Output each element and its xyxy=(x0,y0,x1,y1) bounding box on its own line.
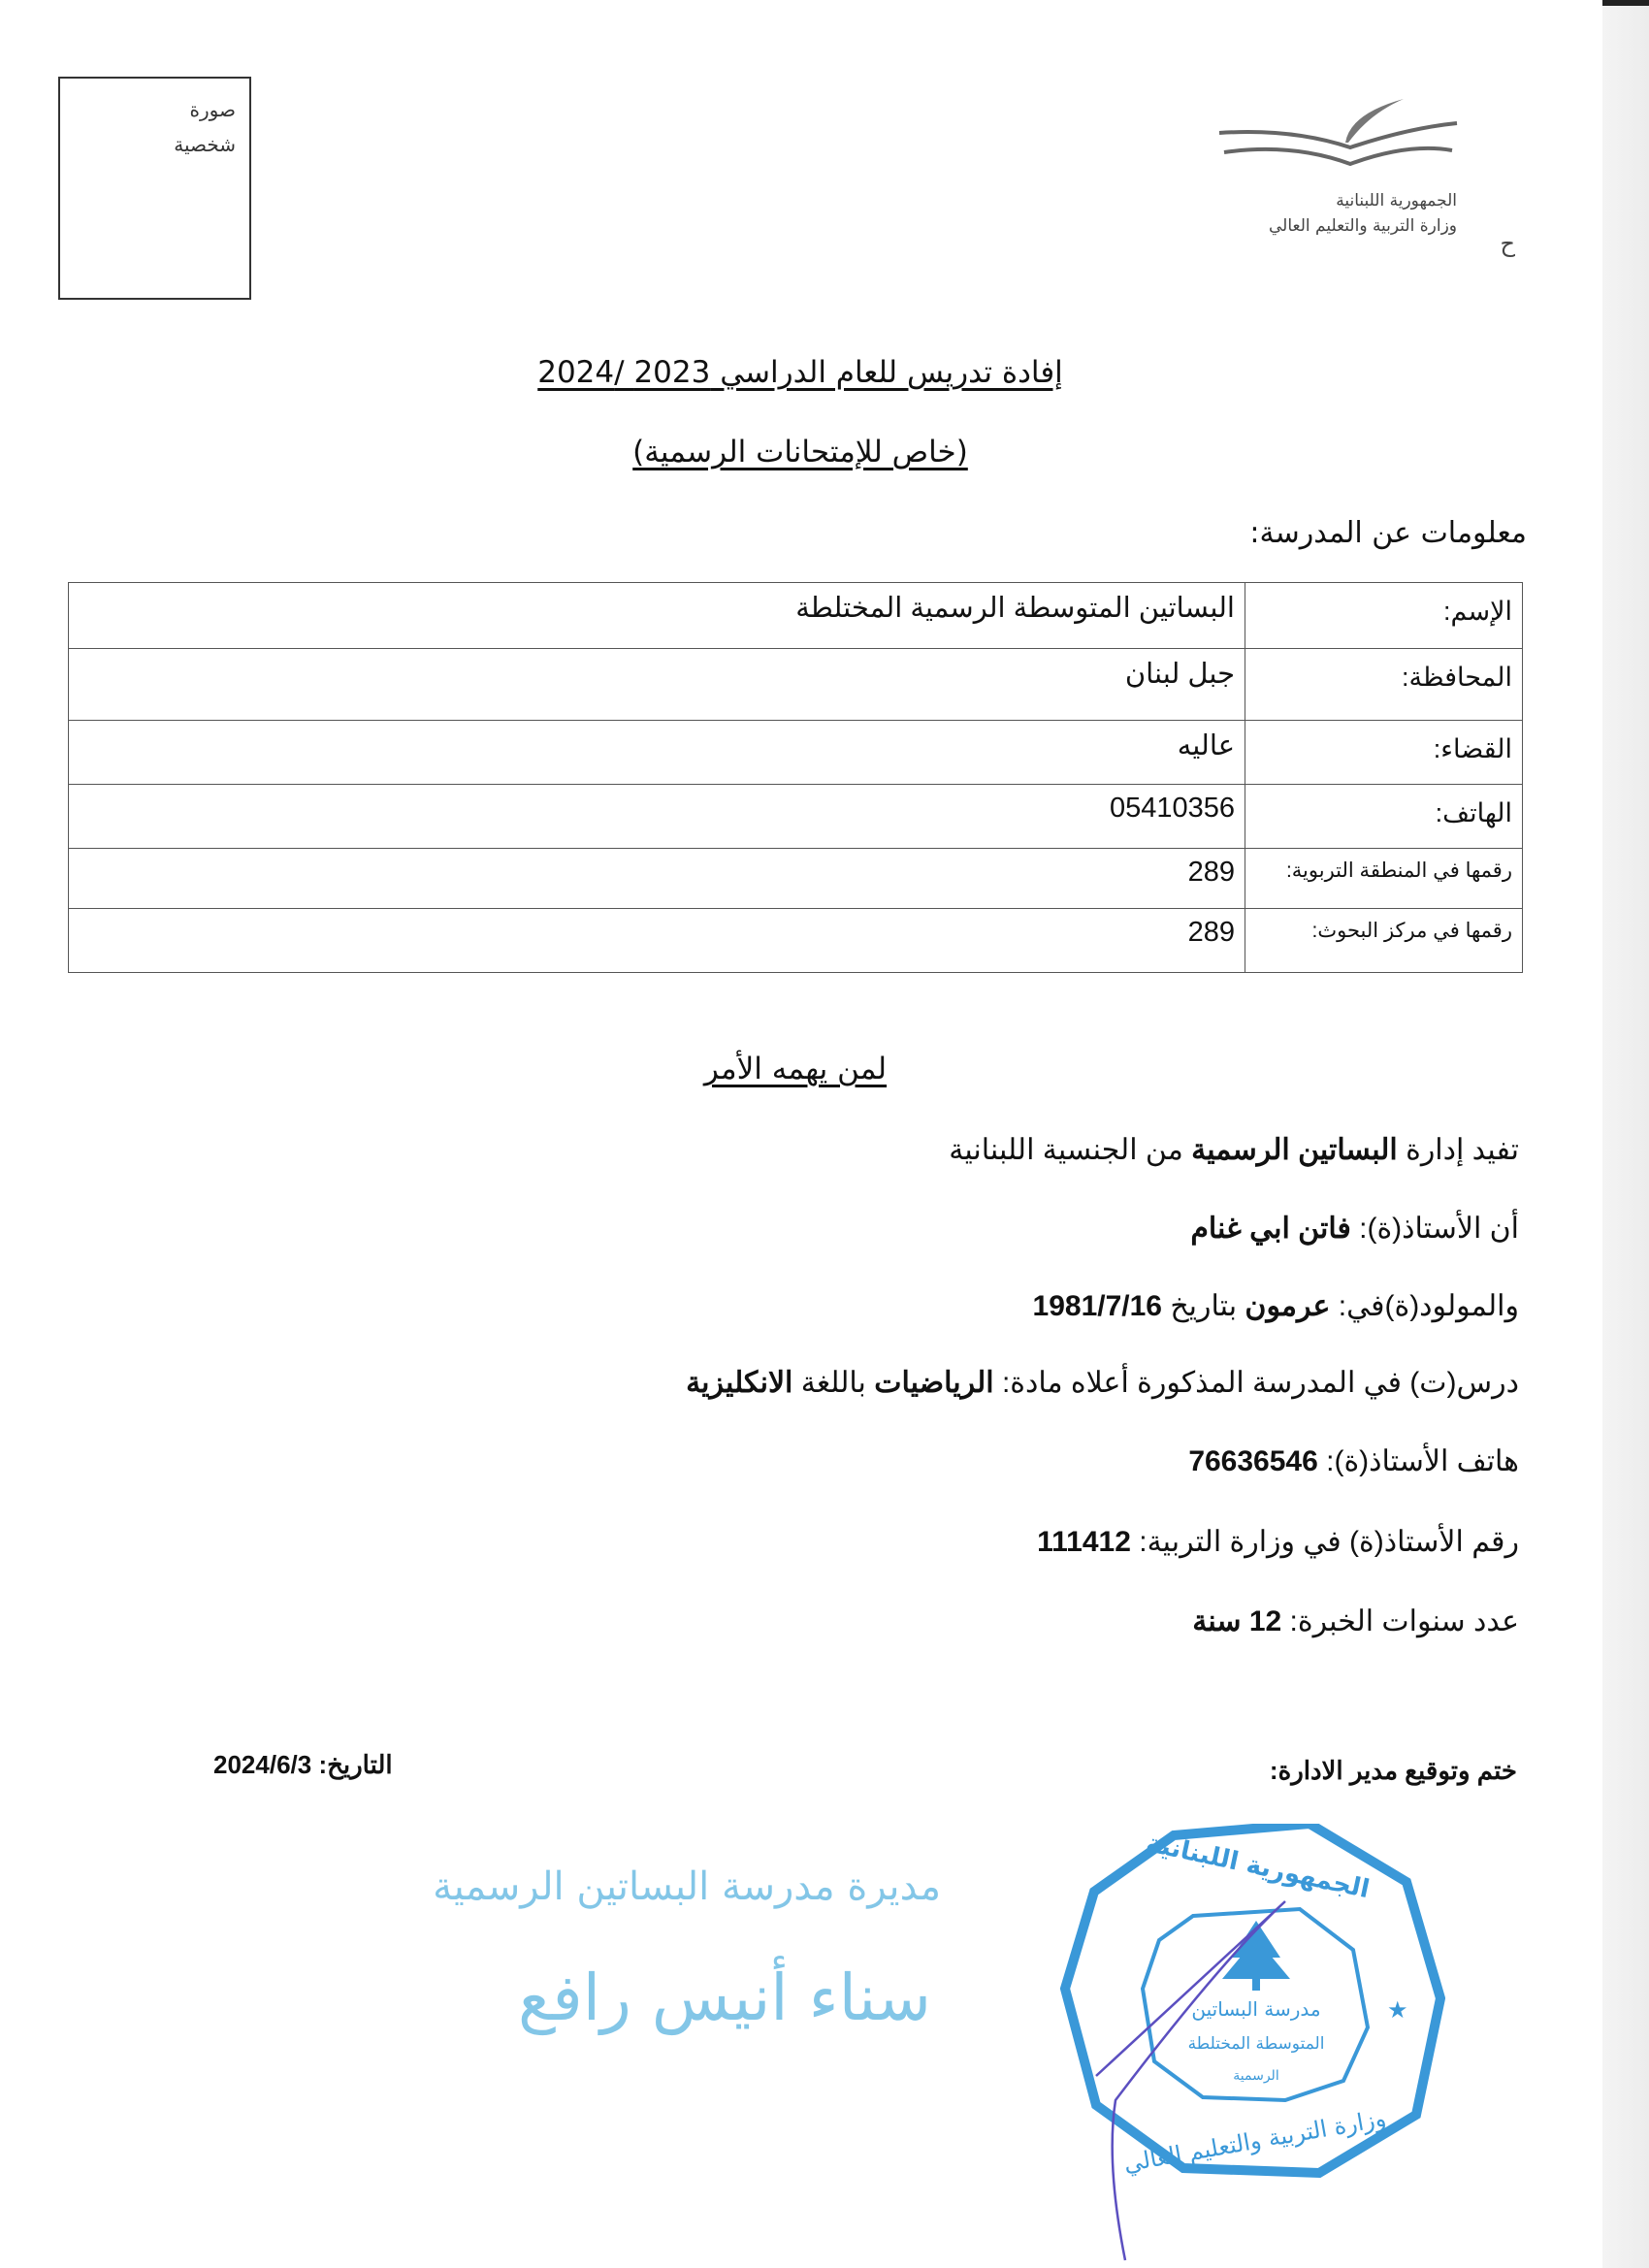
logo-line-2: وزارة التربية والتعليم العالي xyxy=(1268,216,1457,236)
value-research-number: 289 xyxy=(69,909,1245,973)
value-district: عاليه xyxy=(69,721,1245,785)
school-info-heading: معلومات عن المدرسة: xyxy=(1249,516,1527,550)
principal-title: مديرة مدرسة البساتين الرسمية xyxy=(433,1864,941,1909)
table-row xyxy=(69,721,1523,785)
stamp-inner-3: الرسمية xyxy=(1233,2068,1279,2084)
scan-edge xyxy=(1602,0,1649,2268)
label-research-number: رقمها في مركز البحوث: xyxy=(1245,909,1523,973)
value-region-number: 289 xyxy=(69,849,1245,909)
scan-edge-mark xyxy=(1602,0,1649,6)
label-district: القضاء: xyxy=(1245,721,1523,785)
school-stamp xyxy=(1057,1824,1445,2265)
table-row xyxy=(69,849,1523,909)
stamp-outer-top: الجمهورية اللبنانية xyxy=(1143,1829,1373,1905)
body-line-1: تفيد إدارة البساتين الرسمية من الجنسية اللبنانية xyxy=(949,1134,1519,1166)
table-row xyxy=(69,785,1523,849)
logo-line-1: الجمهورية اللبنانية xyxy=(1336,191,1457,211)
body-line-teacher: أن الأستاذ(ة): فاتن ابي غنام xyxy=(1190,1213,1519,1245)
label-phone: الهاتف: xyxy=(1245,785,1523,849)
photo-label-2: شخصية xyxy=(174,133,236,156)
book-icon xyxy=(1214,94,1467,191)
label-governorate: المحافظة: xyxy=(1245,649,1523,721)
stamp-outer-bottom: وزارة التربية والتعليم العالي xyxy=(1121,2104,1388,2178)
photo-placeholder xyxy=(58,77,251,300)
stamp-inner-1: مدرسة البساتين xyxy=(1191,1997,1321,2021)
label-region-number: رقمها في المنطقة التربوية: xyxy=(1245,849,1523,909)
table-row xyxy=(69,909,1523,973)
label-name: الإسم: xyxy=(1245,583,1523,649)
table-row xyxy=(69,649,1523,721)
date: التاريخ: 2024/6/3 xyxy=(213,1750,393,1779)
body-line-experience: عدد سنوات الخبرة: 12 سنة xyxy=(1192,1605,1519,1637)
photo-label-1: صورة xyxy=(189,98,236,121)
value-phone: 05410356 xyxy=(69,785,1245,849)
value-name: البساتين المتوسطة الرسمية المختلطة xyxy=(69,583,1245,649)
principal-name: سناء أنيس رافع xyxy=(518,1960,931,2035)
school-info-table xyxy=(68,582,1523,973)
document-subtitle: (خاص للإمتحانات الرسمية) xyxy=(632,435,968,470)
body-line-ministry-number: رقم الأستاذ(ة) في وزارة التربية: 111412 xyxy=(1037,1526,1519,1558)
body-line-birth: والمولود(ة)في: عرمون بتاريخ 1981/7/16 xyxy=(1032,1290,1519,1322)
document-title: إفادة تدريس للعام الدراسي 2023 /2024 xyxy=(537,355,1063,390)
ministry-logo xyxy=(1244,94,1535,264)
logo-mark: ح xyxy=(1500,230,1515,257)
value-governorate: جبل لبنان xyxy=(69,649,1245,721)
signature-label: ختم وتوقيع مدير الادارة: xyxy=(1269,1756,1517,1785)
star-icon: ★ xyxy=(1387,1996,1408,2024)
stamp-inner-2: المتوسطة المختلطة xyxy=(1187,2034,1325,2054)
body-line-subject: درس(ت) في المدرسة المذكورة أعلاه مادة: الرياضيات باللغة الانكليزية xyxy=(686,1367,1519,1399)
body-line-phone: هاتف الأستاذ(ة): 76636546 xyxy=(1188,1445,1519,1477)
table-row xyxy=(69,583,1523,649)
principal-signature xyxy=(291,1863,951,2086)
to-whom-heading: لمن يهمه الأمر xyxy=(703,1052,888,1086)
